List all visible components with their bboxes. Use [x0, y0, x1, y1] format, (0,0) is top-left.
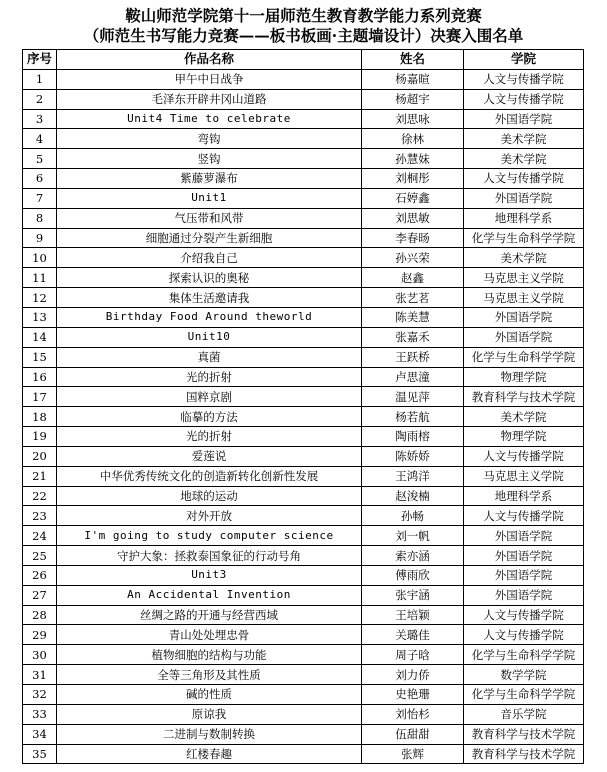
- table-row: [23, 149, 584, 169]
- cell-school: 教育科学与技术学院: [464, 744, 584, 764]
- table-row: [23, 407, 584, 427]
- table-row: [23, 744, 584, 764]
- cell-no: 20: [23, 446, 57, 466]
- cell-no: 7: [23, 188, 57, 208]
- cell-work: 二进制与数制转换: [57, 724, 362, 744]
- cell-school: 人文与传播学院: [464, 69, 584, 89]
- cell-work: 甲午中日战争: [57, 69, 362, 89]
- cell-work: Unit10: [57, 327, 362, 347]
- cell-name: 刘桐彤: [362, 169, 464, 189]
- cell-name: 傅雨欣: [362, 565, 464, 585]
- cell-name: 周子晗: [362, 645, 464, 665]
- table-row: [23, 129, 584, 149]
- table-row: [23, 526, 584, 546]
- cell-name: 卢思潼: [362, 367, 464, 387]
- cell-school: 美术学院: [464, 407, 584, 427]
- cell-school: 化学与生命科学学院: [464, 645, 584, 665]
- document-subtitle: （师范生书写能力竞赛——板书板画·主题墙设计）决赛入围名单: [83, 26, 524, 45]
- cell-work: 对外开放: [57, 506, 362, 526]
- table-row: [23, 347, 584, 367]
- cell-no: 4: [23, 129, 57, 149]
- cell-work: 细胞通过分裂产生新细胞: [57, 228, 362, 248]
- cell-school: 音乐学院: [464, 704, 584, 724]
- cell-school: 人文与传播学院: [464, 506, 584, 526]
- cell-work: Unit1: [57, 188, 362, 208]
- cell-no: 29: [23, 625, 57, 645]
- cell-work: 碱的性质: [57, 685, 362, 705]
- cell-work: I'm going to study computer science: [57, 526, 362, 546]
- cell-no: 34: [23, 724, 57, 744]
- cell-no: 2: [23, 89, 57, 109]
- cell-work: 青山处处埋忠骨: [57, 625, 362, 645]
- table-row: [23, 466, 584, 486]
- cell-name: 张宇涵: [362, 585, 464, 605]
- cell-name: 刘一帆: [362, 526, 464, 546]
- cell-no: 31: [23, 665, 57, 685]
- cell-name: 孙兴荣: [362, 248, 464, 268]
- cell-work: 弯钩: [57, 129, 362, 149]
- cell-name: 关璐佳: [362, 625, 464, 645]
- cell-work: 国粹京剧: [57, 387, 362, 407]
- cell-name: 杨若航: [362, 407, 464, 427]
- cell-no: 30: [23, 645, 57, 665]
- table-row: [23, 69, 584, 89]
- cell-no: 32: [23, 685, 57, 705]
- table-row: [23, 685, 584, 705]
- cell-school: 美术学院: [464, 129, 584, 149]
- cell-work: 红楼春趣: [57, 744, 362, 764]
- cell-name: 杨嘉暄: [362, 69, 464, 89]
- cell-name: 温见萍: [362, 387, 464, 407]
- cell-name: 张嘉禾: [362, 327, 464, 347]
- table-row: [23, 546, 584, 566]
- cell-school: 人文与传播学院: [464, 446, 584, 466]
- cell-school: 外国语学院: [464, 565, 584, 585]
- cell-name: 索亦涵: [362, 546, 464, 566]
- cell-name: 刘思敏: [362, 208, 464, 228]
- cell-work: Unit3: [57, 565, 362, 585]
- cell-school: 外国语学院: [464, 327, 584, 347]
- cell-work: 丝绸之路的开通与经营西域: [57, 605, 362, 625]
- cell-work: 临摹的方法: [57, 407, 362, 427]
- cell-no: 18: [23, 407, 57, 427]
- finalist-table: [22, 49, 584, 764]
- cell-school: 外国语学院: [464, 109, 584, 129]
- cell-work: An Accidental Invention: [57, 585, 362, 605]
- cell-work: 全等三角形及其性质: [57, 665, 362, 685]
- cell-no: 16: [23, 367, 57, 387]
- table-row: [23, 427, 584, 447]
- cell-school: 人文与传播学院: [464, 625, 584, 645]
- table-row: [23, 605, 584, 625]
- cell-no: 8: [23, 208, 57, 228]
- table-row: [23, 704, 584, 724]
- cell-name: 石婷鑫: [362, 188, 464, 208]
- cell-work: 集体生活邀请我: [57, 288, 362, 308]
- cell-name: 孙慧妹: [362, 149, 464, 169]
- cell-work: 原谅我: [57, 704, 362, 724]
- cell-school: 马克思主义学院: [464, 466, 584, 486]
- cell-school: 物理学院: [464, 427, 584, 447]
- table-row: [23, 109, 584, 129]
- cell-no: 22: [23, 486, 57, 506]
- cell-name: 陈美慧: [362, 307, 464, 327]
- cell-name: 赵浚楠: [362, 486, 464, 506]
- cell-work: 介绍我自己: [57, 248, 362, 268]
- cell-work: 竖钩: [57, 149, 362, 169]
- table-row: [23, 367, 584, 387]
- table-row: [23, 645, 584, 665]
- cell-name: 李春旸: [362, 228, 464, 248]
- table-row: [23, 268, 584, 288]
- cell-work: 守护大象：拯救泰国象征的行动号角: [57, 546, 362, 566]
- cell-no: 13: [23, 307, 57, 327]
- cell-no: 1: [23, 69, 57, 89]
- header-no: 序号: [23, 50, 57, 70]
- cell-no: 11: [23, 268, 57, 288]
- cell-no: 35: [23, 744, 57, 764]
- cell-no: 10: [23, 248, 57, 268]
- cell-no: 23: [23, 506, 57, 526]
- table-row: [23, 307, 584, 327]
- cell-work: 中华优秀传统文化的创造新转化创新性发展: [57, 466, 362, 486]
- cell-name: 王跃桥: [362, 347, 464, 367]
- table-row: [23, 208, 584, 228]
- cell-work: 毛泽东开辟井冈山道路: [57, 89, 362, 109]
- cell-name: 张辉: [362, 744, 464, 764]
- cell-school: 化学与生命科学学院: [464, 228, 584, 248]
- cell-name: 陈娇娇: [362, 446, 464, 466]
- cell-work: 探索认识的奥秘: [57, 268, 362, 288]
- cell-no: 21: [23, 466, 57, 486]
- cell-school: 物理学院: [464, 367, 584, 387]
- cell-school: 地理科学系: [464, 208, 584, 228]
- cell-work: 爱莲说: [57, 446, 362, 466]
- table-row: [23, 486, 584, 506]
- cell-school: 数学学院: [464, 665, 584, 685]
- header-name: 姓名: [362, 50, 464, 70]
- table-row: [23, 228, 584, 248]
- cell-no: 33: [23, 704, 57, 724]
- cell-no: 6: [23, 169, 57, 189]
- cell-name: 刘思咏: [362, 109, 464, 129]
- table-row: [23, 89, 584, 109]
- table-row: [23, 724, 584, 744]
- cell-school: 人文与传播学院: [464, 89, 584, 109]
- cell-school: 外国语学院: [464, 526, 584, 546]
- cell-name: 史艳珊: [362, 685, 464, 705]
- cell-school: 教育科学与技术学院: [464, 387, 584, 407]
- table-row: [23, 288, 584, 308]
- cell-name: 伍甜甜: [362, 724, 464, 744]
- cell-name: 张艺茗: [362, 288, 464, 308]
- cell-school: 人文与传播学院: [464, 169, 584, 189]
- cell-name: 孙畅: [362, 506, 464, 526]
- cell-work: 气压带和风带: [57, 208, 362, 228]
- cell-no: 5: [23, 149, 57, 169]
- cell-name: 赵鑫: [362, 268, 464, 288]
- table-row: [23, 248, 584, 268]
- cell-work: 光的折射: [57, 367, 362, 387]
- table-row: [23, 665, 584, 685]
- cell-school: 美术学院: [464, 149, 584, 169]
- cell-school: 教育科学与技术学院: [464, 724, 584, 744]
- table-row: [23, 169, 584, 189]
- cell-work: 紫藤萝瀑布: [57, 169, 362, 189]
- cell-name: 杨超宇: [362, 89, 464, 109]
- cell-name: 王培颖: [362, 605, 464, 625]
- cell-name: 陶雨榕: [362, 427, 464, 447]
- cell-no: 19: [23, 427, 57, 447]
- cell-no: 3: [23, 109, 57, 129]
- document-title: 鞍山师范学院第十一届师范生教育教学能力系列竞赛: [125, 6, 482, 25]
- cell-school: 外国语学院: [464, 188, 584, 208]
- cell-no: 24: [23, 526, 57, 546]
- table-row: [23, 506, 584, 526]
- table-row: [23, 327, 584, 347]
- cell-no: 28: [23, 605, 57, 625]
- cell-no: 27: [23, 585, 57, 605]
- table-row: [23, 625, 584, 645]
- cell-no: 9: [23, 228, 57, 248]
- cell-school: 地理科学系: [464, 486, 584, 506]
- table-header-row: [23, 50, 584, 70]
- cell-work: 植物细胞的结构与功能: [57, 645, 362, 665]
- cell-school: 化学与生命科学学院: [464, 347, 584, 367]
- cell-no: 14: [23, 327, 57, 347]
- cell-school: 马克思主义学院: [464, 288, 584, 308]
- cell-name: 刘力侨: [362, 665, 464, 685]
- cell-school: 美术学院: [464, 248, 584, 268]
- table-row: [23, 565, 584, 585]
- cell-school: 外国语学院: [464, 546, 584, 566]
- header-school: 学院: [464, 50, 584, 70]
- cell-work: Unit4 Time to celebrate: [57, 109, 362, 129]
- cell-school: 人文与传播学院: [464, 605, 584, 625]
- cell-no: 15: [23, 347, 57, 367]
- header-work: 作品名称: [57, 50, 362, 70]
- cell-name: 王鸿洋: [362, 466, 464, 486]
- cell-no: 17: [23, 387, 57, 407]
- cell-work: 地球的运动: [57, 486, 362, 506]
- cell-name: 刘怡杉: [362, 704, 464, 724]
- cell-school: 外国语学院: [464, 307, 584, 327]
- table-row: [23, 446, 584, 466]
- cell-work: 真菌: [57, 347, 362, 367]
- table-body: [23, 69, 584, 764]
- table-row: [23, 585, 584, 605]
- cell-name: 徐林: [362, 129, 464, 149]
- cell-work: Birthday Food Around theworld: [57, 307, 362, 327]
- cell-school: 马克思主义学院: [464, 268, 584, 288]
- cell-school: 外国语学院: [464, 585, 584, 605]
- cell-no: 25: [23, 546, 57, 566]
- cell-no: 12: [23, 288, 57, 308]
- cell-work: 光的折射: [57, 427, 362, 447]
- table-row: [23, 188, 584, 208]
- cell-school: 化学与生命科学学院: [464, 685, 584, 705]
- cell-no: 26: [23, 565, 57, 585]
- table-row: [23, 387, 584, 407]
